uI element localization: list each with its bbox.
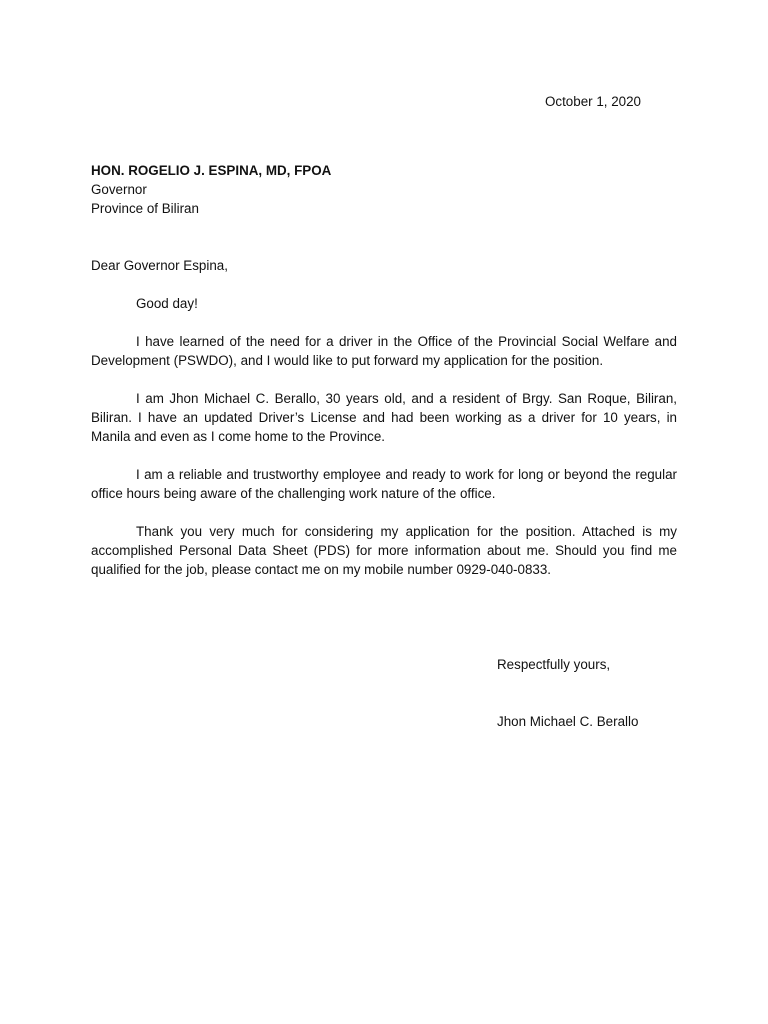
recipient-name: HON. ROGELIO J. ESPINA, MD, FPOA (91, 163, 332, 178)
recipient-block (91, 161, 677, 218)
recipient-title: Governor (91, 182, 147, 197)
paragraph-background: I am Jhon Michael C. Berallo, 30 years old, and a resident of Brgy. San Roque, Biliran, Biliran. I have an updated Driver’s License and had been working as a driver for 10 years, in Manila and even as I come home to the Province. (91, 391, 677, 444)
salutation: Dear Governor Espina, (91, 258, 228, 273)
signature-name: Jhon Michael C. Berallo (497, 714, 639, 729)
paragraph-qualities: I am a reliable and trustworthy employee and ready to work for long or beyond the regular office hours being aware of the challenging work nature of the office. (91, 467, 677, 501)
letter-date: October 1, 2020 (544, 94, 641, 109)
closing: Respectfully yours, (497, 657, 611, 672)
paragraph-intent: I have learned of the need for a driver in the Office of the Provincial Social Welfare and Development (PSWDO), and I would like to put forward my application for the position. (91, 334, 677, 368)
paragraph-thanks: Thank you very much for considering my application for the position. Attached is my accomplished Personal Data Sheet (PDS) for more information about me. Should you find me qualified for the job, please contact me on my mobile number 0929-040-0833. (91, 524, 677, 577)
recipient-location: Province of Biliran (91, 201, 199, 216)
paragraph-greeting: Good day! (136, 296, 198, 311)
letter-body (91, 92, 677, 579)
